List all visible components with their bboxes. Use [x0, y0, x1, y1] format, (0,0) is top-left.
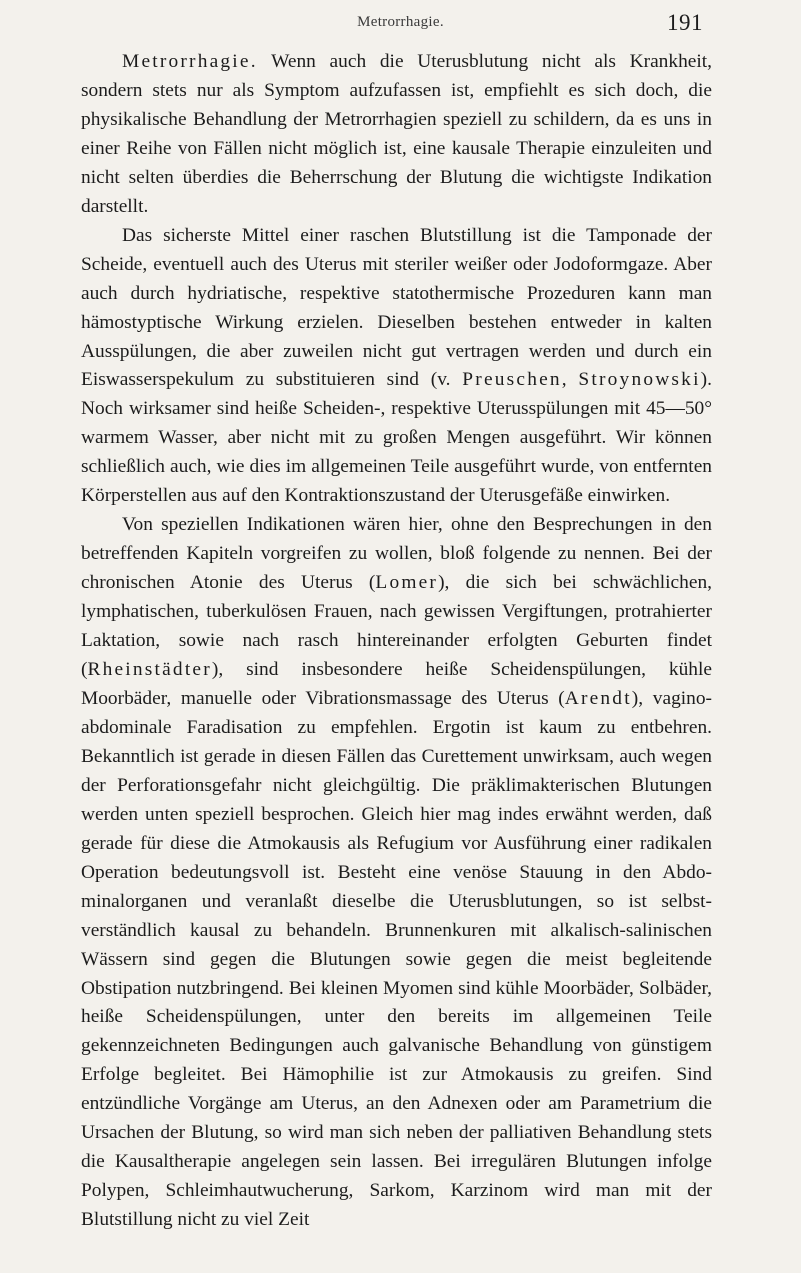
paragraph-text: ), die sich bei schwächlichen, lymphatischen, tuberkulösen Frauen, nach gewissen Vergiftungen, protrahierter Laktation, sowie nach rasch hintereinander erfolgten Geburten findet ( [81, 572, 712, 681]
paragraph-text: Von speziellen Indikationen wären hier, ohne den Besprechungen in den betreffenden Kapiteln vorgreifen zu wollen, bloß folgende zu nennen. Bei der chronischen Atonie des Uterus ( [81, 514, 712, 594]
paragraph-tamponade [81, 222, 712, 512]
running-title: Metrorrhagie. [357, 14, 444, 30]
section-lead-term: Metrorrhagie. [122, 51, 258, 72]
author-name: Rheinstädter [87, 659, 212, 681]
paragraph-text: Wenn auch die Uterusblutung nicht als Krankheit, sondern stets nur als Symptom aufzufassen ist, empfiehlt es sich doch, die physikalische Behandlung der Metrorrhagien speziell zu schildern, da es uns in einer Reihe von Fällen nicht möglich ist, eine kausale Therapie einzuleiten und nicht selten überdies die Beherrschung der Blutung die wichtigste Indikation darstellt. [81, 51, 712, 217]
paragraph-indications [81, 511, 712, 1235]
paragraph-text: ), sind insbesondere heiße Scheidenspülungen, kühle Moorbäder, manuelle oder Vibrationsmassage des Uterus ( [81, 659, 712, 709]
body-text [81, 48, 712, 1235]
paragraph-text: , [561, 369, 579, 391]
author-name: Preuschen [462, 369, 562, 391]
author-name: Arendt [564, 687, 632, 709]
paragraph-text: Das sicherste Mittel einer raschen Blutstillung ist die Tamponade der Scheide, eventuell auch des Uterus mit steriler weißer oder Jodoformgaze. Aber auch durch hydriatische, respektive statothermische Prozeduren kann man hämostyptische Wirkung erzielen. Dieselben bestehen entweder in kalten Ausspülungen, die aber zuweilen nicht gut vertragen werden und durch ein Eiswasserspekulum zu substituieren sind (v. [81, 224, 712, 391]
author-name: Stroynowski [578, 369, 701, 391]
paragraph-metrorrhagie-intro [81, 48, 712, 222]
paragraph-text: ), vagino-abdominale Faradisation zu empfehlen. Ergotin ist kaum zu entbehren. Bekanntlich ist gerade in diesen Fällen das Curettement unwirksam, auch wegen der Perforationsgefahr nicht gleichgültig. Die präklimakterischen Blutungen werden unten speziell besprochen. Gleich hier mag indes erwähnt werden, daß gerade für diese die Atmokausis als Refugium vor Ausführung einer radikalen Operation bedeutungsvoll ist. Besteht eine venöse Stauung in den Abdominalorganen und veranlaßt dieselbe die Uterusblutungen, so ist selbstverständlich kausal zu behandeln. Brunnenkuren mit alkalisch-salinischen Wässern sind gegen die Blutungen sowie gegen die meist begleitende Obstipation nutzbringend. Bei kleinen Myomen sind kühle Moorbäder, Solbäder, heiße Scheidenspülungen, unter den bereits im allgemeinen Teile gekennzeichneten Bedingungen auch galvanische Behandlung von günstigem Erfolge begleitet. Bei Hämophilie ist zur Atmokausis zu greifen. Sind entzündliche Vorgänge am Uterus, an den Adnexen oder am Parametrium die Ursachen der Blutung, so wird man sich neben der palliativen Behandlung stets die Kausaltherapie angelegen sein lassen. Bei irregulären Blutungen infolge Polypen, Schleimhautwucherung, Sarkom, Karzinom wird man mit der Blutstillung nicht zu viel Zeit [81, 687, 712, 1231]
author-name: Lomer [375, 572, 439, 594]
running-header [0, 10, 801, 36]
page-number: 191 [667, 10, 703, 35]
paragraph-text: ). Noch wirksamer sind heiße Scheiden-, respektive Uterusspülungen mit 45—50° warmem Wasser, aber nicht mit zu großen Mengen ausgeführt. Wir können schließlich auch, wie dies im allgemeinen Teile ausgeführt wurde, von entfernten Körperstellen aus auf den Kontraktionszustand der Uterusgefäße einwirken. [81, 369, 712, 507]
